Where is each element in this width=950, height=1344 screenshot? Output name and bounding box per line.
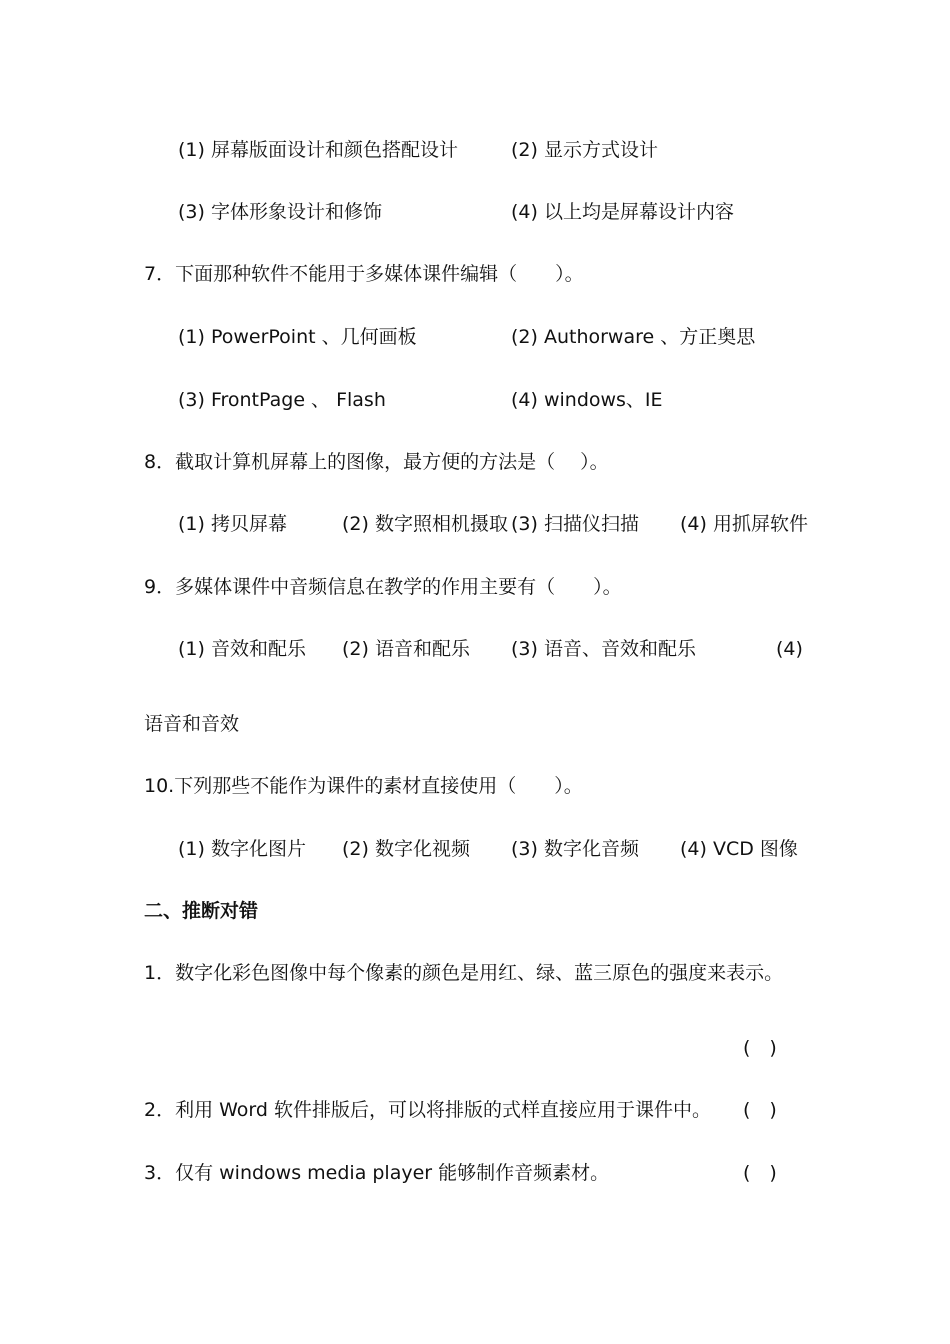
q10-option-1: (1) 数字化图片	[178, 838, 306, 860]
q9-stem: 9．多媒体课件中音频信息在教学的作用主要有（ ）。	[144, 576, 622, 598]
q10-option-4: (4) VCD 图像	[680, 838, 798, 860]
q9-option-1: (1) 音效和配乐	[178, 638, 306, 660]
section-heading: 二、推断对错	[144, 900, 259, 922]
tf-item-2-blank: ( )	[743, 1099, 777, 1121]
q7-option-1: (1) PowerPoint 、几何画板	[178, 326, 417, 348]
q6-option-3: (3) 字体形象设计和修饰	[178, 201, 382, 223]
q8-option-2: (2) 数字照相机摄取	[342, 513, 508, 535]
q7-option-2: (2) Authorware 、方正奥思	[511, 326, 756, 348]
q7-option-4: (4) windows、IE	[511, 389, 663, 411]
q6-option-2: (2) 显示方式设计	[511, 139, 658, 161]
q10-option-3: (3) 数字化音频	[511, 838, 639, 860]
tf-item-1-blank: ( )	[743, 1037, 777, 1059]
q9-option-4-label: (4)	[776, 638, 803, 660]
q9-option-2: (2) 语音和配乐	[342, 638, 470, 660]
tf-item-3-blank: ( )	[743, 1162, 777, 1184]
q6-option-4: (4) 以上均是屏幕设计内容	[511, 201, 734, 223]
q9-option-4-text: 语音和音效	[144, 713, 240, 735]
q9-option-3: (3) 语音、音效和配乐	[511, 638, 696, 660]
q8-option-4: (4) 用抓屏软件	[680, 513, 808, 535]
q8-option-1: (1) 拷贝屏幕	[178, 513, 287, 535]
q8-option-3: (3) 扫描仪扫描	[511, 513, 639, 535]
q7-option-3: (3) FrontPage 、 Flash	[178, 389, 386, 411]
tf-item-3-text: 3．仅有 windows media player 能够制作音频素材。	[144, 1162, 610, 1184]
q7-stem: 7．下面那种软件不能用于多媒体课件编辑（ ）。	[144, 263, 584, 285]
tf-item-2-text: 2．利用 Word 软件排版后，可以将排版的式样直接应用于课件中。	[144, 1099, 712, 1121]
tf-item-1-text: 1．数字化彩色图像中每个像素的颜色是用红、绿、蓝三原色的强度来表示。	[144, 962, 784, 984]
q8-stem: 8．截取计算机屏幕上的图像，最方便的方法是（ ）。	[144, 451, 609, 473]
q10-option-2: (2) 数字化视频	[342, 838, 470, 860]
q10-stem: 10.下列那些不能作为课件的素材直接使用（ ）。	[144, 775, 583, 797]
q6-option-1: (1) 屏幕版面设计和颜色搭配设计	[178, 139, 458, 161]
